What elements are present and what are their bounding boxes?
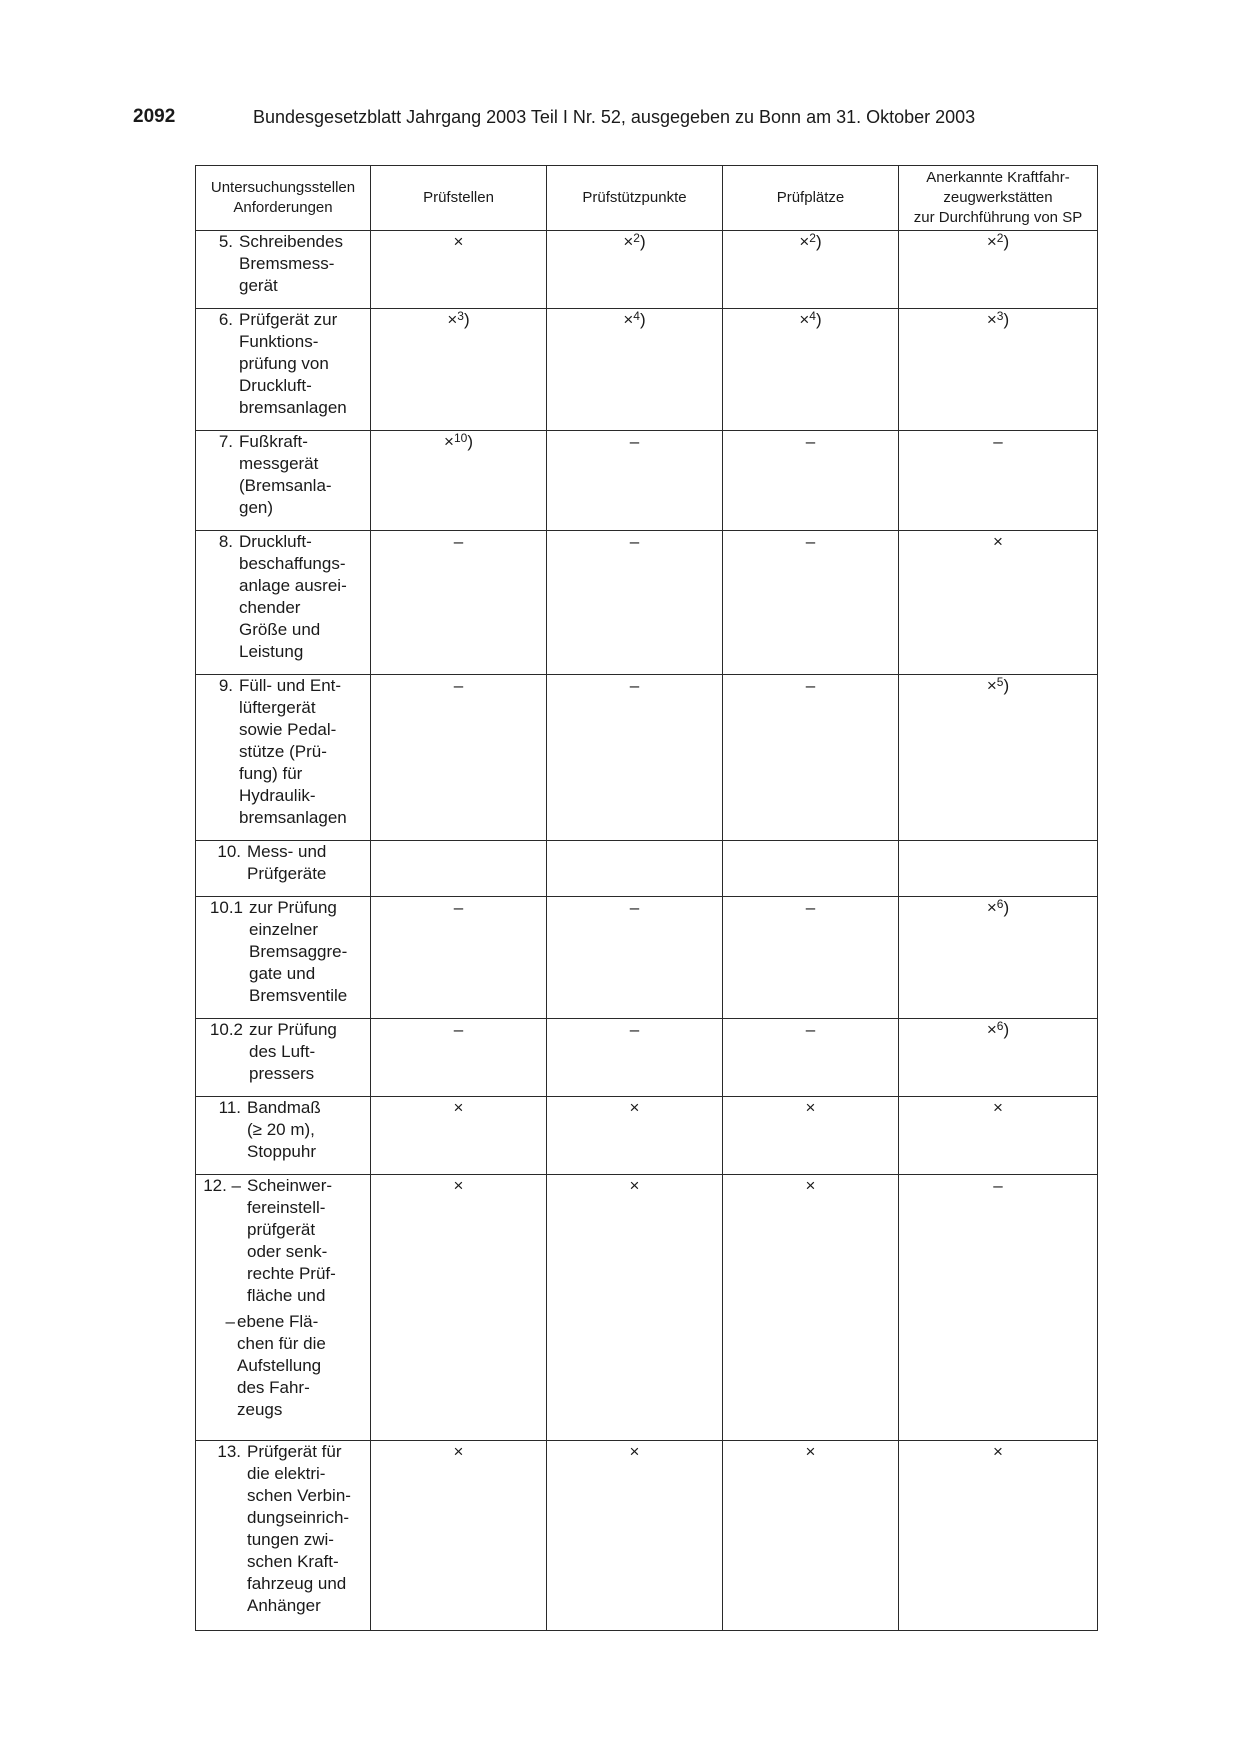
item-number: 10.1 [209,898,243,917]
item-number: 13. [217,1442,241,1461]
mark-cell [371,1175,547,1441]
item-text: Prüfgerät zur Funktions- prüfung von Druckluft- bremsanlagen [239,310,347,417]
requirement-cell [196,897,371,1019]
mark-cell [723,431,899,531]
footnote-ref: 3 [996,309,1004,323]
column-header-untersuchungsstellen: Untersuchungsstellen Anforderungen [196,166,371,231]
mark-symbol: × [453,232,464,251]
mark-symbol: × [629,1098,640,1117]
footnote-ref: 4 [809,309,816,323]
requirement-cell [196,531,371,675]
item-number: 7. [218,432,233,451]
mark-symbol: ×$^2$) [986,231,1010,251]
mark-cell [371,309,547,431]
mark-symbol: – [629,432,640,451]
mark-cell [899,1019,1098,1097]
mark-cell [547,1441,723,1631]
mark-cell [899,531,1098,675]
footnote-ref: 2 [996,231,1004,245]
requirement-cell [196,1019,371,1097]
item-text: zur Prüfung einzelner Bremsaggre- gate und Bremsventile [249,898,348,1005]
footnote-ref: 10 [453,431,468,445]
mark-symbol: × [453,1098,464,1117]
item-sub-text: ebene Flä- chen für die Aufstellung des Fahr- zeugs [237,1312,326,1419]
mark-symbol: – [453,898,464,917]
table-row [196,431,1098,531]
mark-symbol: ×$^4$) [623,309,646,329]
mark-cell [547,1019,723,1097]
table-row [196,531,1098,675]
footnote-ref: 6 [996,1019,1004,1033]
mark-cell [371,531,547,675]
mark-cell [371,675,547,841]
mark-symbol: × [805,1442,816,1461]
mark-cell [547,841,723,897]
column-header-pruefstellen: Prüfstellen [371,166,547,231]
mark-cell [723,1019,899,1097]
item-text: Prüfgerät für die elektri- schen Verbin- dungseinrich- tungen zwi- schen Kraft- fahrzeug und Anhänger [247,1442,351,1615]
mark-symbol: – [453,676,464,695]
item-text: Schreibendes Bremsmess- gerät [239,232,343,295]
mark-cell [899,1097,1098,1175]
footnote-ref: 6 [996,897,1004,911]
running-head: Bundesgesetzblatt Jahrgang 2003 Teil I Nr. 52, ausgegeben zu Bonn am 31. Oktober 2003 [253,107,976,127]
mark-cell [723,1097,899,1175]
mark-symbol: × [629,1442,640,1461]
mark-cell [547,1097,723,1175]
mark-cell [899,1175,1098,1441]
mark-symbol: × [453,1442,464,1461]
mark-cell [371,1019,547,1097]
table-row [196,1175,1098,1441]
item-number: 5. [218,232,233,251]
mark-symbol: – [805,1020,816,1039]
mark-symbol: × [629,1176,640,1195]
item-number: 10.2 [209,1020,243,1039]
mark-symbol: – [805,676,816,695]
mark-cell [371,1097,547,1175]
mark-symbol: ×$^3$) [447,309,470,329]
mark-cell [371,231,547,309]
footnote-ref: 2 [633,231,640,245]
requirement-cell [196,431,371,531]
mark-cell [547,531,723,675]
table-row [196,1097,1098,1175]
requirement-cell [196,841,371,897]
item-number: 6. [218,310,233,329]
table-row [196,897,1098,1019]
mark-cell [723,1175,899,1441]
mark-cell [899,897,1098,1019]
mark-cell [371,1441,547,1631]
table-row [196,1019,1098,1097]
column-header-kraftfahrzeugwerkstaetten: Anerkannte Kraftfahr- zeugwerkstätten zur Durchführung von SP [899,166,1098,231]
item-number: 9. [218,676,233,695]
mark-symbol: ×$^{10}$) [444,431,473,451]
mark-symbol: – [993,432,1003,451]
requirement-cell [196,231,371,309]
table-row [196,309,1098,431]
footnote-ref: 4 [633,309,640,323]
mark-cell [723,531,899,675]
mark-symbol: ×$^3$) [986,309,1010,329]
mark-cell [899,1441,1098,1631]
mark-symbol: × [805,1176,816,1195]
mark-cell [723,1441,899,1631]
item-text: zur Prüfung des Luft- pressers [249,1020,337,1083]
mark-symbol: × [993,532,1003,551]
mark-cell [723,675,899,841]
mark-symbol: – [629,532,640,551]
item-number: 12. – [203,1176,241,1195]
mark-symbol: × [993,1442,1003,1461]
item-text: Scheinwer- fereinstell- prüfgerät oder senk- rechte Prüf- fläche und [247,1176,336,1305]
footnote-ref: 5 [996,675,1004,689]
requirement-cell [196,1441,371,1631]
mark-cell [723,231,899,309]
mark-cell [899,231,1098,309]
mark-symbol: × [805,1098,816,1117]
mark-symbol: – [805,898,816,917]
requirement-cell [196,1097,371,1175]
item-text: Fußkraft- messgerät (Bremsanla- gen) [239,432,332,517]
mark-cell [899,309,1098,431]
mark-cell [899,431,1098,531]
mark-cell [899,841,1098,897]
requirement-cell [196,1175,371,1441]
page-number: 2092 [133,106,176,127]
mark-symbol: – [805,532,816,551]
mark-cell [547,675,723,841]
requirement-cell [196,675,371,841]
item-text: Bandmaß (≥ 20 m), Stoppuhr [247,1098,321,1161]
requirements-table [195,165,1098,1631]
table-header-row [196,166,1098,231]
mark-symbol: – [629,898,640,917]
item-number: 10. [217,842,241,861]
mark-cell [723,841,899,897]
item-text: Füll- und Ent- lüftergerät sowie Pedal- stütze (Prü- fung) für Hydraulik- bremsanlagen [239,676,347,827]
item-number: 8. [218,532,233,551]
mark-cell [547,231,723,309]
item-number: 11. [218,1098,241,1117]
mark-symbol: × [453,1176,464,1195]
mark-cell [547,309,723,431]
requirement-cell [196,309,371,431]
item-text: Mess- und Prüfgeräte [247,842,327,883]
mark-symbol: × [993,1098,1003,1117]
mark-symbol: – [453,532,464,551]
mark-symbol: ×$^6$) [986,897,1010,917]
footnote-ref: 3 [457,309,464,323]
table-row [196,231,1098,309]
mark-symbol: ×$^5$) [986,675,1010,695]
mark-cell [723,897,899,1019]
mark-cell [547,1175,723,1441]
mark-cell [899,675,1098,841]
mark-cell [371,841,547,897]
item-sub-bullet: – [225,1312,235,1331]
item-text: Druckluft- beschaffungs- anlage ausrei- chender Größe und Leistung [239,532,347,661]
mark-cell [723,309,899,431]
mark-cell [371,897,547,1019]
table-row [196,1441,1098,1631]
mark-symbol: – [453,1020,464,1039]
mark-cell [547,431,723,531]
column-header-pruefstuetzpunkte: Prüfstützpunkte [547,166,723,231]
footnote-ref: 2 [809,231,816,245]
mark-cell [371,431,547,531]
mark-symbol: – [805,432,816,451]
column-header-pruefplaetze: Prüfplätze [723,166,899,231]
mark-symbol: ×$^4$) [799,309,822,329]
mark-symbol: – [993,1176,1003,1195]
mark-symbol: ×$^2$) [799,231,822,251]
mark-symbol: ×$^6$) [986,1019,1010,1039]
mark-symbol: – [629,1020,640,1039]
mark-symbol: – [629,676,640,695]
table-row [196,675,1098,841]
table-row [196,841,1098,897]
mark-symbol: ×$^2$) [623,231,646,251]
mark-cell [547,897,723,1019]
